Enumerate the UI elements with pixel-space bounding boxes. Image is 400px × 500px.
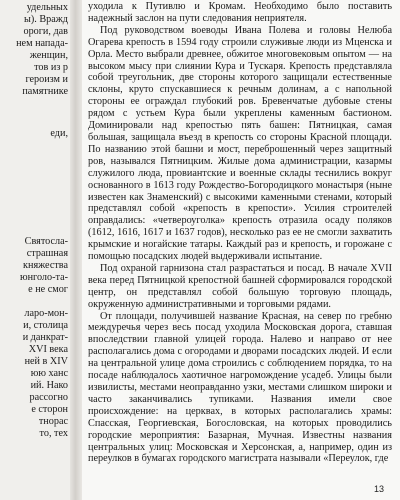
left-page-line: женщин, bbox=[29, 50, 68, 61]
left-page-line: юю ханс bbox=[30, 368, 68, 379]
left-page-line: XVI века bbox=[28, 344, 68, 355]
left-page-line: еди, bbox=[50, 128, 68, 139]
left-page-line: нем напада- bbox=[16, 38, 68, 49]
left-page-line: героизм и bbox=[25, 74, 68, 85]
left-page-line: удельных bbox=[26, 2, 68, 13]
left-page-line: страшная bbox=[26, 248, 68, 259]
left-page-line: ий. Нако bbox=[30, 380, 68, 391]
left-page-line: ларо-мон- bbox=[24, 308, 68, 319]
left-page-line: ней в XIV bbox=[24, 356, 68, 367]
left-page-line: тов из р bbox=[34, 62, 68, 73]
left-page-line: ороги, дав bbox=[23, 26, 68, 37]
left-page-line: юнголо-та- bbox=[19, 272, 68, 283]
left-page-line: рассогно bbox=[29, 392, 68, 403]
left-page-fragment bbox=[0, 0, 74, 500]
left-page-line: и, столица bbox=[23, 320, 68, 331]
left-page-line: то, тех bbox=[39, 428, 68, 439]
paragraph: Под охраной гарнизона стал разрастаться и посад. В начале XVII века перед Пятницкой крепостной башней сформировался городской центр, он представлял собой большую торговую площадь, окруженную административными и торговыми рядами. bbox=[88, 262, 392, 310]
left-page-line: и данкрат- bbox=[22, 332, 68, 343]
paragraph: От площади, получившей название Красная, на север по гребню междуречья через весь посад уходила Московская дорога, ставшая впоследствии главной улицей города. Налево и направо от нее располагались дома с огородами и дворами посадских людей. И если на центральной улице дома строились с соблюдением порядка, то на посаде наблюдалось хаотичное нагромождение усадеб. Улицы были извилисты, местами неоправданно узки, местами слишком широки и часто заканчивались тупиками. Названия имели свое происхождение: на церквах, в которых располагались храмы: Спасская, Георгиевская, Богословская, на которых проводились городские мероприятия: Базарная, Мучная. Известны названия центральных улиц: Московская и Херсонская, а, например, один из переулков в бумагах городского магистрата называли «Переулок, где bbox=[88, 310, 392, 465]
paragraph: уходила к Путивлю и Кромам. Необходимо было поставить надежный заслон на пути следования неприятеля. bbox=[88, 1, 392, 24]
right-page bbox=[82, 0, 400, 500]
book-gutter bbox=[70, 0, 82, 500]
left-page-line: ы). Вражд bbox=[24, 14, 68, 25]
body-text bbox=[88, 1, 392, 465]
left-page-line: памятнике bbox=[22, 86, 68, 97]
left-page-line: тнорас bbox=[38, 416, 68, 427]
left-page-line: е сторон bbox=[31, 404, 68, 415]
left-page-line: е не смог bbox=[28, 284, 68, 295]
page-number: 13 bbox=[374, 484, 385, 494]
left-page-line: Святосла- bbox=[24, 236, 68, 247]
left-page-line: княжества bbox=[23, 260, 68, 271]
paragraph: Под руководством воеводы Ивана Полева и головы Нелюба Огарева крепость в 1594 году строили служивые люди из Мценска и Орла. Место выбрали древнее, обжитое многовековым опытом — на высоком мысу при слиянии Кура и Тускаря. Крепость представляла собой треугольник, две стороны которого защищали естественные склоны, круто спускавшиеся к речным долинам, а с напольной стороны ее ограждал глубокий ров. Бревенчатые дубовые стены рядом с устьем Кура были укреплены каменным бастионом. Доминировали над крепостью пять башен: Пятницкая, самая большая, защищала въезд в крепость со стороны Красной площади. По названию этой башни и мост, переброшенный через защитный ров, назывался Пятницким. Жилые дома администрации, казармы служилого люда, провиантские и военные склады теснились вокруг основанного в 1613 году Рождество-Богородицкого монастыря (ныне известен как Знаменский) с высокими каменными стенами, который представлял собой «крепость в крепости». Усилия строителей оправдались: «четвероуголка» крепость отразила осаду поляков (1612, 1616, 1617 и 1637 годов), несколько раз ее не смогли захватить крымские и ногайские татары. Каждый раз и крепость, и горожане с помощью посадских людей выдерживали испытание. bbox=[88, 24, 392, 263]
